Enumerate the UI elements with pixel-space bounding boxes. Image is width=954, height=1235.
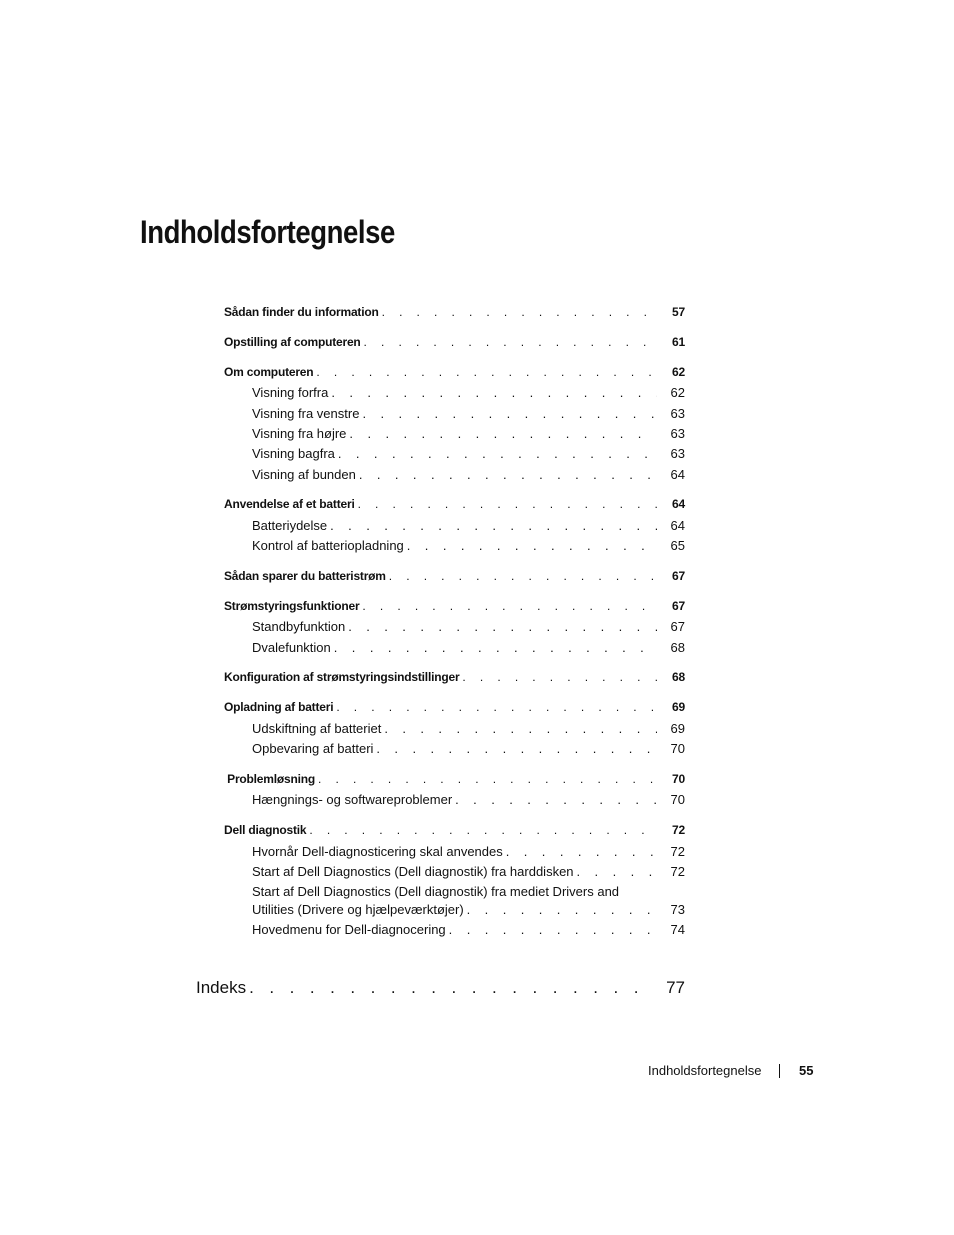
toc-entry-label: Visning fra venstre bbox=[252, 406, 360, 421]
leader-dots bbox=[348, 619, 657, 635]
toc-subentry[interactable] bbox=[252, 467, 685, 483]
toc-entry-page: 64 bbox=[670, 467, 685, 482]
toc-subentry[interactable] bbox=[252, 792, 685, 808]
leader-dots bbox=[364, 334, 657, 350]
leader-dots bbox=[318, 771, 657, 787]
toc-entry-label: Batteriydelse bbox=[252, 518, 328, 533]
toc-entry-label: Sådan sparer du batteristrøm bbox=[224, 569, 386, 583]
footer-divider bbox=[779, 1064, 780, 1078]
toc-entry-page: 63 bbox=[670, 426, 685, 441]
toc-entry-label: Start af Dell Diagnostics (Dell diagnostik) fra harddisken bbox=[252, 864, 574, 879]
leader-dots bbox=[362, 406, 657, 422]
toc-entry-page: 73 bbox=[670, 902, 685, 917]
leader-dots bbox=[349, 426, 657, 442]
toc-entry-page: 63 bbox=[670, 446, 685, 461]
toc-entry-page: 65 bbox=[670, 538, 685, 553]
toc-entry-label: Indeks bbox=[196, 978, 247, 997]
toc-entry-page: 63 bbox=[670, 406, 685, 421]
footer-section-title: Indholdsfortegnelse bbox=[648, 1063, 762, 1078]
leader-dots bbox=[330, 518, 657, 534]
toc-entry-label: Udskiftning af batteriet bbox=[252, 721, 382, 736]
leader-dots bbox=[358, 496, 657, 512]
leader-dots bbox=[334, 640, 657, 656]
toc-entry-page: 70 bbox=[670, 792, 685, 807]
toc-entry-page: 64 bbox=[670, 518, 685, 533]
toc-entry-page: 67 bbox=[672, 599, 685, 613]
toc-entry-label: Opladning af batteri bbox=[224, 700, 334, 714]
leader-dots bbox=[467, 902, 657, 918]
leader-dots bbox=[506, 844, 657, 860]
leader-dots bbox=[376, 741, 657, 757]
toc-subentry[interactable] bbox=[252, 406, 685, 422]
toc-entry-label: Visning fra højre bbox=[252, 426, 347, 441]
toc-entry-label: Opbevaring af batteri bbox=[252, 741, 374, 756]
toc-entry-label: Strømstyringsfunktioner bbox=[224, 599, 360, 613]
toc-entry-label: Standbyfunktion bbox=[252, 619, 346, 634]
leader-dots bbox=[249, 978, 655, 998]
toc-entry-page: 64 bbox=[672, 497, 685, 511]
leader-dots bbox=[331, 385, 657, 401]
toc-entry-page: 72 bbox=[672, 823, 685, 837]
toc-entry-label: Problemløsning bbox=[224, 772, 316, 786]
toc-entry-page: 69 bbox=[670, 721, 685, 736]
toc-entry-label: Kontrol af batteriopladning bbox=[252, 538, 404, 553]
toc-entry[interactable] bbox=[224, 699, 685, 715]
toc-entry-page: 68 bbox=[672, 670, 685, 684]
toc-entry[interactable] bbox=[224, 304, 685, 320]
toc-entry-page: 72 bbox=[670, 864, 685, 879]
leader-dots bbox=[449, 922, 657, 938]
toc-subentry[interactable] bbox=[252, 721, 685, 737]
toc-entry-label: Om computeren bbox=[224, 365, 314, 379]
toc-entry-page: 69 bbox=[672, 700, 685, 714]
leader-dots bbox=[577, 864, 657, 880]
toc-subentry[interactable] bbox=[252, 426, 685, 442]
page-title: Indholdsfortegnelse bbox=[140, 214, 395, 250]
leader-dots bbox=[362, 598, 657, 614]
toc-subentry[interactable] bbox=[252, 446, 685, 462]
toc-entry-label: Visning af bunden bbox=[252, 467, 356, 482]
footer-page-number: 55 bbox=[799, 1063, 814, 1078]
toc-entry-label: Sådan finder du information bbox=[224, 305, 379, 319]
toc-entry-label: Anvendelse af et batteri bbox=[224, 497, 355, 511]
toc-entry-page: 61 bbox=[672, 335, 685, 349]
toc-subentry-first-line: Start af Dell Diagnostics (Dell diagnostik) fra mediet Drivers and bbox=[252, 884, 620, 899]
toc-entry-label: Konfiguration af strømstyringsindstillinger bbox=[224, 670, 460, 684]
toc-subentry[interactable] bbox=[252, 864, 685, 880]
toc-entry-label: Visning forfra bbox=[252, 385, 329, 400]
toc-entry-label: Hovedmenu for Dell-diagnocering bbox=[252, 922, 446, 937]
toc-entry-page: 62 bbox=[672, 365, 685, 379]
leader-dots bbox=[338, 446, 657, 462]
toc-entry-page: 67 bbox=[672, 569, 685, 583]
toc-entry-page: 57 bbox=[672, 305, 685, 319]
toc-subentry[interactable] bbox=[252, 640, 685, 656]
leader-dots bbox=[359, 467, 657, 483]
leader-dots bbox=[407, 538, 657, 554]
leader-dots bbox=[462, 669, 657, 685]
toc-entry-label: Visning bagfra bbox=[252, 446, 335, 461]
toc-entry-page: 74 bbox=[670, 922, 685, 937]
toc-subentry[interactable] bbox=[252, 902, 685, 918]
toc-entry-page: 72 bbox=[670, 844, 685, 859]
toc-entry[interactable] bbox=[224, 822, 685, 838]
toc-subentry[interactable] bbox=[252, 922, 685, 938]
toc-entry-label: Hængnings- og softwareproblemer bbox=[252, 792, 453, 807]
toc-entry-page: 77 bbox=[666, 978, 685, 997]
toc-entry[interactable] bbox=[224, 496, 685, 512]
leader-dots bbox=[455, 792, 657, 808]
leader-dots bbox=[309, 822, 657, 838]
toc-subentry[interactable] bbox=[252, 518, 685, 534]
leader-dots bbox=[316, 364, 657, 380]
leader-dots bbox=[384, 721, 657, 737]
toc-subentry[interactable] bbox=[252, 741, 685, 757]
toc-subentry[interactable] bbox=[252, 619, 685, 635]
toc-entry[interactable] bbox=[224, 364, 685, 380]
leader-dots bbox=[336, 699, 657, 715]
toc-entry-label: Opstilling af computeren bbox=[224, 335, 361, 349]
toc-entry-page: 70 bbox=[672, 772, 685, 786]
toc-entry[interactable] bbox=[224, 568, 685, 584]
toc-entry-page: 70 bbox=[670, 741, 685, 756]
toc-entry-label: Dell diagnostik bbox=[224, 823, 307, 837]
toc-entry-label: Utilities (Drivere og hjælpeværktøjer) bbox=[252, 902, 464, 917]
toc-entry[interactable] bbox=[224, 771, 685, 787]
toc-subentry[interactable] bbox=[252, 538, 685, 554]
leader-dots bbox=[382, 304, 657, 320]
toc-index-entry[interactable] bbox=[196, 978, 685, 998]
toc-subentry[interactable] bbox=[252, 385, 685, 401]
toc-entry[interactable] bbox=[224, 669, 685, 685]
leader-dots bbox=[389, 568, 657, 584]
toc-subentry[interactable] bbox=[252, 844, 685, 860]
toc-entry-page: 67 bbox=[670, 619, 685, 634]
toc-entry[interactable] bbox=[224, 598, 685, 614]
toc-entry[interactable] bbox=[224, 334, 685, 350]
toc-entry-page: 62 bbox=[670, 385, 685, 400]
toc-entry-page: 68 bbox=[670, 640, 685, 655]
toc-entry-label: Dvalefunktion bbox=[252, 640, 331, 655]
toc-entry-label: Hvornår Dell-diagnosticering skal anvendes bbox=[252, 844, 503, 859]
